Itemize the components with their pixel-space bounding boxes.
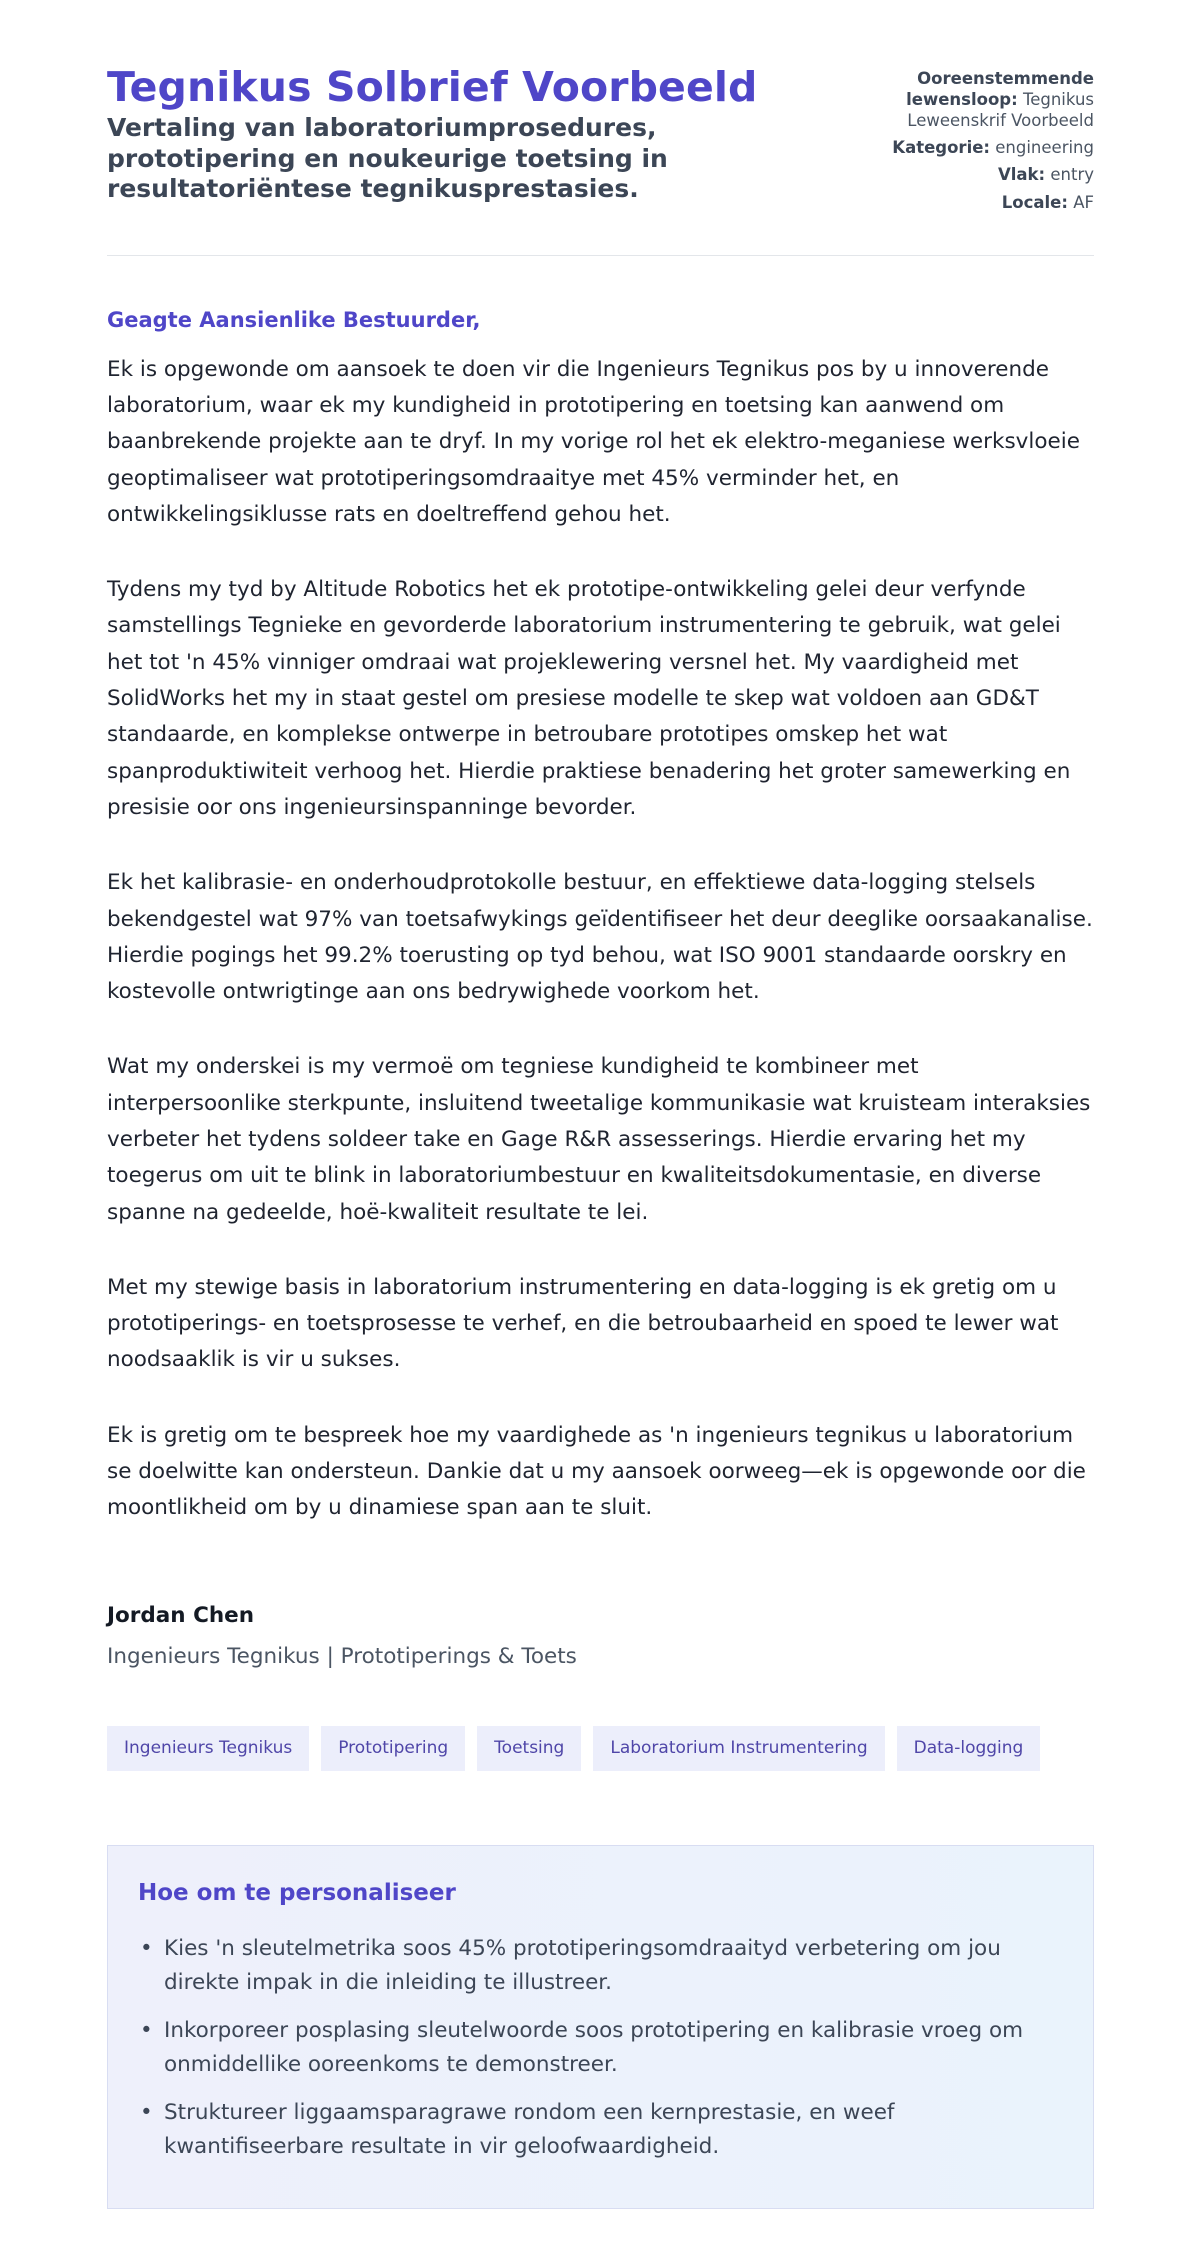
meta-level-key: Vlak:	[997, 165, 1046, 185]
bullet-icon: •	[140, 1935, 153, 1961]
meta-category-key: Kategorie:	[892, 138, 991, 158]
tips-title: Hoe om te personaliseer	[138, 1879, 456, 1906]
tag: Ingenieurs Tegnikus	[107, 1726, 309, 1771]
signer-name: Jordan Chen	[107, 1602, 255, 1628]
salutation: Geagte Aansienlike Bestuurder,	[107, 307, 481, 332]
letter-paragraph: Met my stewige basis in laboratorium instrumentering en data-logging is ek gretig om u prototiperings- en toetsprosesse te verhef, en die betroubaarheid en spoed te lewer wat noodsaaklik is vir u sukses.	[107, 1274, 1059, 1373]
personalize-tips-panel	[107, 1845, 1094, 2209]
page-subtitle: Vertaling van laboratoriumprosedures, prototipering en noukeurige toetsing in resultatoriëntese tegnikusprestasies.	[107, 113, 668, 204]
tag: Laboratorium Instrumentering	[593, 1726, 884, 1771]
meta-category	[818, 137, 1094, 158]
meta-level	[818, 164, 1094, 185]
letter-paragraph: Ek is gretig om te bespreek hoe my vaardighede as 'n ingenieurs tegnikus u laboratorium se doelwitte kan ondersteun. Dankie dat u my aansoek oorweeg—ek is opgewonde oor die moontlikheid om by u dinamiese span aan te sluit.	[107, 1422, 1086, 1521]
meta-category-value: engineering	[995, 138, 1094, 158]
meta-level-value: entry	[1050, 165, 1094, 185]
letter-paragraph: Tydens my tyd by Altitude Robotics het ek prototipe-ontwikkeling gelei deur verfynde samstellings Tegnieke en gevorderde laboratorium instrumentering te gebruik, wat gelei het tot 'n 45% vinniger omdraai wat projeklewering versnel het. My vaardigheid met SolidWorks het my in staat gestel om presiese modelle te skep wat voldoen aan GD&T standaarde, en komplekse ontwerpe in betroubare prototipes omskep het wat spanproduktiwiteit verhoog het. Hierdie praktiese benadering het groter samewerking en presisie oor ons ingenieursinspanninge bevorder.	[107, 577, 1071, 820]
bullet-icon: •	[140, 2099, 153, 2125]
tip-text: Struktureer liggaamsparagrawe rondom een kernprestasie, en weef kwantifiseerbare resultate in vir geloofwaardigheid.	[164, 2099, 895, 2160]
header-divider	[107, 255, 1094, 256]
tag: Data-logging	[897, 1726, 1041, 1771]
meta-resume-key: Ooreenstemmende lewensloop:	[906, 69, 1094, 110]
meta-resume-value: Tegnikus Leweenskrif Voorbeeld	[907, 90, 1094, 131]
letter-paragraph: Wat my onderskei is my vermoë om tegniese kundigheid te kombineer met interpersoonlike sterkpunte, insluitend tweetalige kommunikasie wat kruisteam interaksies verbeter het tydens soldeer take en Gage R&R assesserings. Hierdie ervaring het my toegerus om uit te blink in laboratoriumbestuur en kwaliteitsdokumentasie, en diverse spanne na gedeelde, hoë-kwaliteit resultate te lei.	[107, 1054, 1091, 1225]
tip-text: Kies 'n sleutelmetrika soos 45% prototiperingsomdraaityd verbetering om jou direkte impak in die inleiding te illustreer.	[164, 1935, 1001, 1996]
header-title-block	[107, 64, 818, 205]
header	[107, 64, 1094, 219]
tip-item	[138, 2096, 1063, 2165]
tag: Toetsing	[477, 1726, 581, 1771]
letter-body	[107, 352, 1094, 1527]
bullet-icon: •	[140, 2017, 153, 2043]
meta-panel	[818, 64, 1094, 219]
tip-item	[138, 1932, 1063, 2001]
tips-list	[138, 1932, 1063, 2165]
meta-locale-key: Locale:	[1001, 192, 1068, 212]
letter-paragraph: Ek het kalibrasie- en onderhoudprotokolle bestuur, en effektiewe data-logging stelsels bekendgestel wat 97% van toetsafwykings geïdentifiseer het deur deeglike oorsaakanalise. Hierdie pogings het 99.2% toerusting op tyd behou, wat ISO 9001 standaarde oorskry en kostevolle ontwrigtinge aan ons bedrywighede voorkom het.	[107, 870, 1093, 1005]
tag-list	[107, 1726, 1094, 1771]
signer-title: Ingenieurs Tegnikus | Prototiperings & Toets	[107, 1643, 577, 1669]
tip-item	[138, 2014, 1063, 2083]
letter-paragraph: Ek is opgewonde om aansoek te doen vir die Ingenieurs Tegnikus pos by u innoverende laboratorium, waar ek my kundigheid in prototipering en toetsing kan aanwend om baanbrekende projekte aan te dryf. In my vorige rol het ek elektro-meganiese werksvloeie geoptimaliseer wat prototiperingsomdraaitye met 45% verminder het, en ontwikkelingsiklusse rats en doeltreffend gehou het.	[107, 356, 1080, 527]
meta-locale-value: AF	[1073, 192, 1094, 212]
tip-text: Inkorporeer posplasing sleutelwoorde soos prototipering en kalibrasie vroeg om onmiddellike ooreenkoms te demonstreer.	[164, 2017, 1024, 2078]
meta-resume	[818, 68, 1094, 131]
tag: Prototipering	[321, 1726, 465, 1771]
meta-locale	[818, 192, 1094, 213]
page-title: Tegnikus Solbrief Voorbeeld	[107, 63, 758, 111]
